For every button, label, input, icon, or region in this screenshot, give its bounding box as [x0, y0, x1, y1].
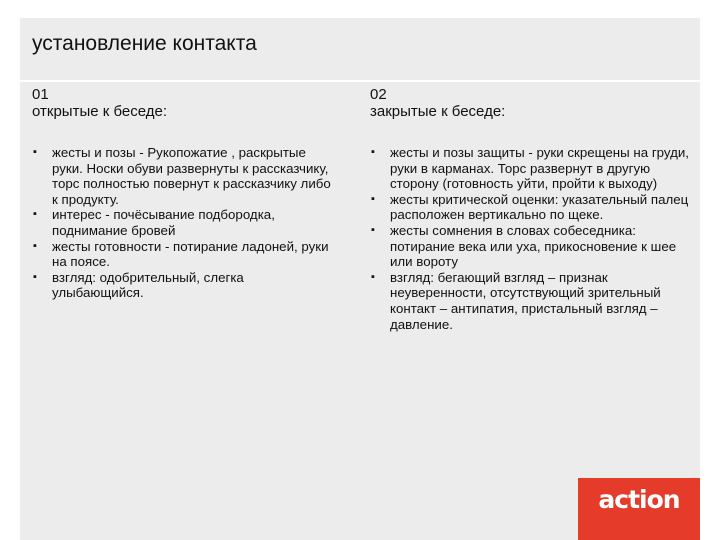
column-header: [32, 86, 332, 120]
list-item-text: жесты критической оценки: указательный палец расположен вертикально по щеке.: [390, 191, 689, 223]
list-item-text: жесты и позы защиты - руки скрещены на груди, руки в карманах. Торс развернут в другую сторону (готовность уйти, пройти к выходу): [390, 145, 690, 192]
bullet-icon: ▪: [33, 270, 37, 283]
list-item-text: взгляд: одобрительный, слегка улыбающийся.: [52, 269, 244, 301]
bullet-list: [32, 145, 332, 301]
list-item: [32, 207, 332, 238]
column-heading: закрытые к беседе:: [370, 103, 506, 120]
list-item: [32, 270, 332, 301]
bullet-icon: ▪: [33, 146, 37, 158]
bullet-list: [370, 145, 692, 332]
bullet-icon: ▪: [371, 192, 375, 205]
list-item-text: жесты готовности - потирание ладоней, руки на поясе.: [52, 238, 329, 270]
column-open: [32, 86, 332, 301]
list-item: [370, 270, 692, 332]
bullet-icon: ▪: [371, 146, 375, 158]
title-divider: [20, 80, 700, 82]
bullet-icon: ▪: [371, 270, 375, 283]
list-item: [32, 239, 332, 270]
list-item-text: жесты и позы - Рукопожатие , раскрытые руки. Носки обуви развернуты к рассказчику, торс полностью повернут к рассказчику либо к продукту.: [52, 145, 331, 207]
list-item: [370, 145, 692, 192]
slide-panel: [20, 18, 700, 540]
column-header: [370, 86, 692, 120]
bullet-icon: ▪: [33, 239, 37, 252]
list-item-text: взгляд: бегающий взгляд – признак неуверенности, отсутствующий зрительный контакт – антипатия, пристальный взгляд – давление.: [390, 269, 661, 332]
logo-text: action: [598, 485, 680, 514]
bullet-icon: ▪: [371, 223, 375, 236]
column-closed: [370, 86, 692, 332]
list-item: [370, 223, 692, 270]
list-item: [370, 192, 692, 223]
bullet-icon: ▪: [33, 208, 37, 221]
slide-title: установление контакта: [32, 32, 257, 55]
list-item-text: интерес - почёсывание подбородка, поднимание бровей: [52, 207, 275, 238]
column-number: 01: [32, 86, 49, 103]
column-number: 02: [370, 86, 387, 103]
column-heading: открытые к беседе:: [32, 103, 167, 120]
list-item-text: жесты сомнения в словах собеседника: потирание века или уха, прикосновение к шее или вороту: [390, 222, 677, 270]
action-logo: [578, 478, 700, 540]
list-item: [32, 145, 332, 207]
